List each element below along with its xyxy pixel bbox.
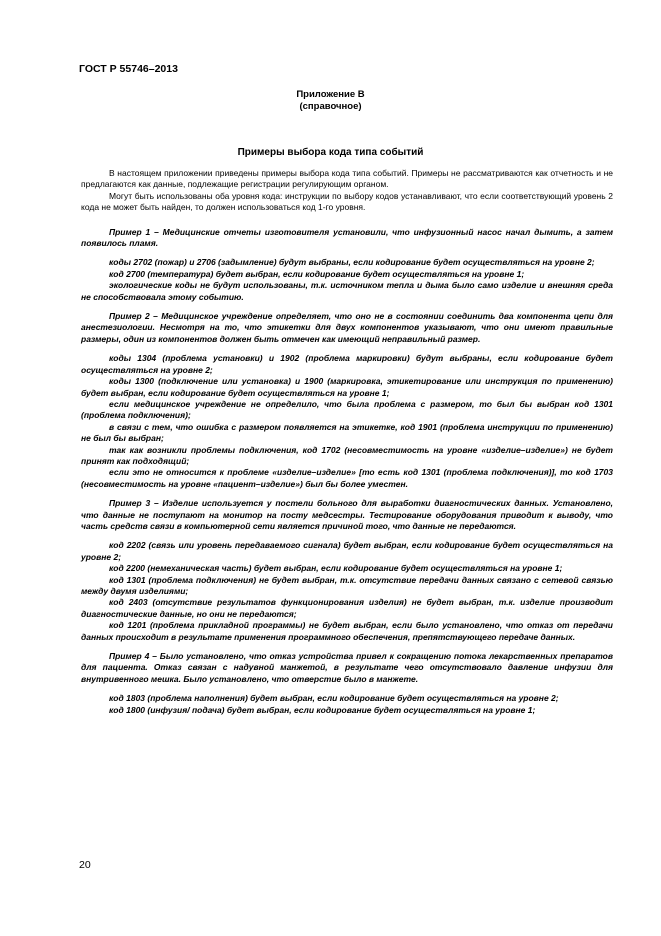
example-code-line: код 2403 (отсутствие результатов функционирования изделия) не будет выбран, т.к. изделие производит диагностические данные, но они не передаются; [81, 597, 613, 619]
page-number: 20 [79, 859, 91, 871]
example-code-line: код 2202 (связь или уровень передаваемого сигнала) будет выбран, если кодирование будет осуществляться на уровне 2; [81, 540, 613, 562]
example-code-line: код 1803 (проблема наполнения) будет выбран, если кодирование будет осуществляться на уровне 2; [109, 693, 559, 704]
document-body [81, 168, 613, 716]
example-code-line: в связи с тем, что ошибка с размером появляется на этикетке, код 1901 (проблема инструкции по применению) не был бы выбран; [81, 421, 613, 444]
example-code-line: коды 1300 (подключение или установка) и 1900 (маркировка, этикетирование или инструкция по применению) будет выбран, если кодирование будет осуществляться на уровне 1; [81, 376, 613, 398]
example-code-line: коды 1304 (проблема установки) и 1902 (проблема маркировки) будут выбраны, если кодирование будет осуществляться на уровне 2; [81, 353, 613, 375]
example-code-line: код 2700 (температура) будет выбран, если кодирование будет осуществляться на уровне 1; [109, 268, 525, 279]
example-code-line: код 1301 (проблема подключения) не будет выбран, т.к. отсутствие передачи данных связано с сетевой связью между двумя изделиями; [81, 574, 613, 596]
example-statement: Пример 3 – Изделие используется у постели больного для выработки диагностических данных. Установлено, что данные не поступают на монитор на посту медсестры. Тестирование оборудования приводит к выводу, что часть средств связи в компьютерной сети является причиной того, что данные не передаются. [81, 498, 613, 531]
appendix-subtitle: (справочное) [299, 101, 362, 112]
intro-paragraph: Могут быть использованы оба уровня кода: инструкции по выбору кодов устанавливают, что если соответствующий уровень 2 кода не может быть найден, то должен использоваться код 1-го уровня. [81, 190, 613, 213]
appendix-heading [0, 89, 661, 113]
example-code-line: коды 2702 (пожар) и 2706 (задымление) будут выбраны, если кодирование будет осуществляться на уровне 2; [109, 257, 595, 268]
example-code-line: код 1800 (инфузия/ подача) будет выбран, если кодирование будет осуществляться на уровне 1; [109, 704, 536, 715]
document-code: ГОСТ Р 55746–2013 [79, 63, 178, 75]
example-code-line: если это не относится к проблеме «изделие–изделие» [то есть код 1301 (проблема подключения)], то код 1703 (несовместимость на уровне «пациент–изделие») был бы более уместен. [81, 467, 613, 489]
section-title: Примеры выбора кода типа событий [237, 147, 424, 158]
example-statement: Пример 2 – Медицинское учреждение определяет, что оно не в состоянии соединить два компонента цепи для анестезиологии. Несмотря на то, что этикетки для двух компонентов указывают, что они имеют правильные размеры, один из компонентов должен быть отмечен как имеющий неправильный размер. [81, 311, 613, 344]
example-code-line: код 2200 (немеханическая часть) будет выбран, если кодирование будет осуществляться на уровне 1; [109, 563, 563, 574]
example-code-line: экологические коды не будут использованы, т.к. источником тепла и дыма было само изделие и внешняя среда не способствовала этому событию. [81, 280, 613, 302]
example-code-line: если медицинское учреждение не определило, что была проблема с размером, то был бы выбран код 1301 (проблема подключения); [81, 398, 613, 421]
example-code-line: код 1201 (проблема прикладной программы) не будет выбран, если было установлено, что отказ от передачи данных происходит в результате применения программного обеспечения, препятствующего передаче данных. [81, 620, 613, 642]
appendix-title: Приложение В [296, 89, 365, 100]
example-statement: Пример 1 – Медицинские отчеты изготовителя установили, что инфузионный насос начал дымить, а затем появилось пламя. [81, 226, 613, 249]
intro-paragraph: В настоящем приложении приведены примеры выбора кода типа событий. Примеры не рассматриваются как отчетность и не предлагаются как данные, подлежащие регистрации регулирующим органом. [81, 168, 613, 190]
example-code-line: так как возникли проблемы подключения, код 1702 (несовместимость на уровне «изделие–изделие») не будет принят как подходящий; [81, 444, 613, 466]
example-statement: Пример 4 – Было установлено, что отказ устройства привел к сокращению потока лекарственных препаратов для пациента. Отказ связан с надувной манжетой, в результате чего отсутствовало давление инфузии для внутривенного мешка. Было установлено, что отверстие было в манжете. [81, 651, 613, 684]
